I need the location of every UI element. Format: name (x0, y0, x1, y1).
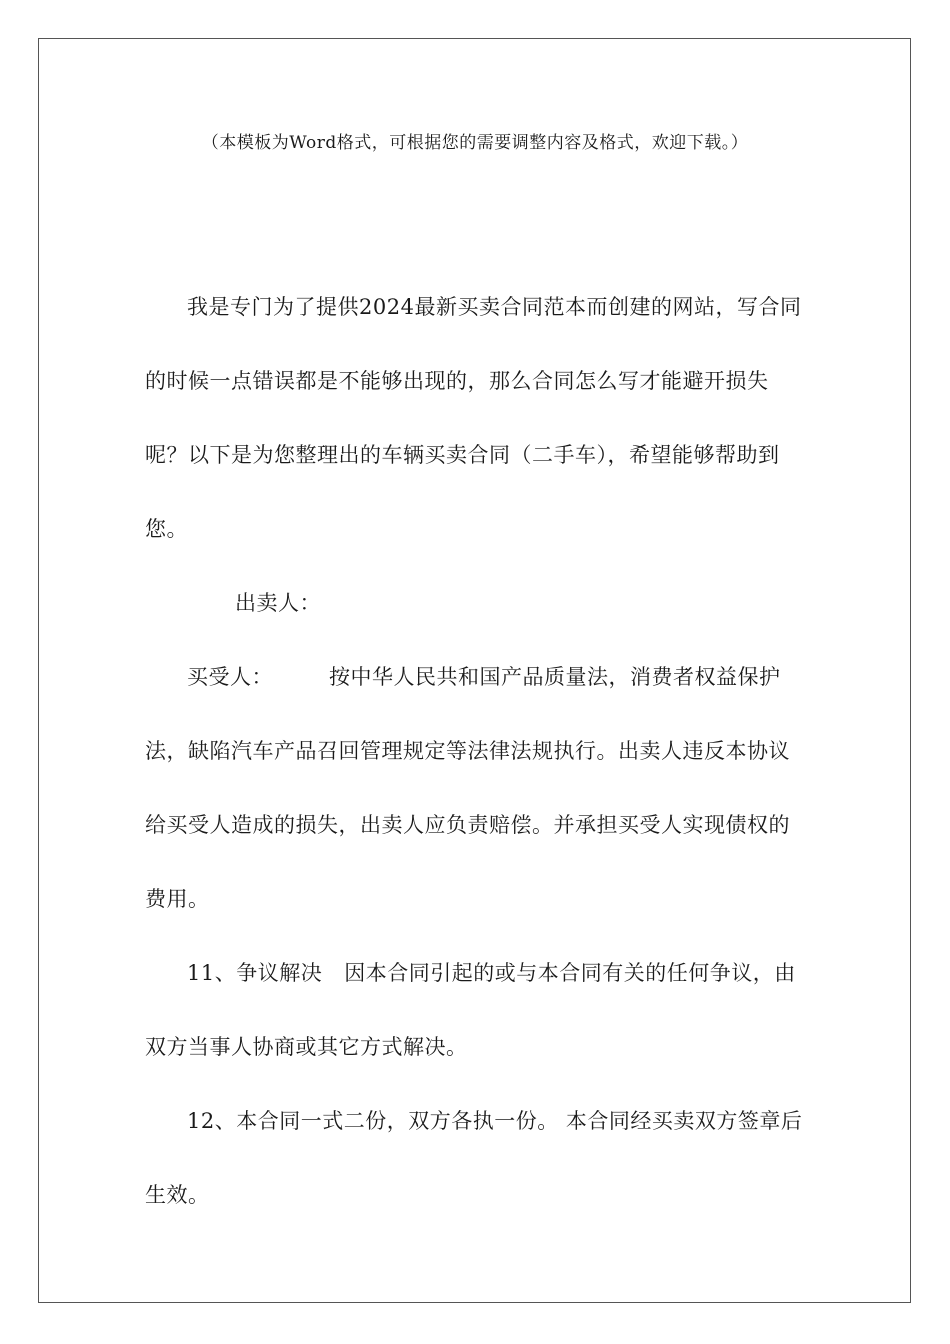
clause-11-title: 11、争议解决 (187, 961, 323, 985)
buyer-label: 买受人： (187, 665, 273, 689)
liability-clause: 按中华人民共和国产品质量法，消费者权益保护法，缺陷汽车产品召回管理规定等法律法规执行。出卖人违反本协议给买受人造成的损失，出卖人应负责赔偿。并承担买受人实现债权的费用。 (145, 665, 790, 911)
intro-paragraph: 我是专门为了提供2024最新买卖合同范本而创建的网站，写合同的时候一点错误都是不能够出现的，那么合同怎么写才能避开损失呢？以下是为您整理出的车辆买卖合同（二手车），希望能够帮助到您。 (145, 295, 802, 541)
liability-paragraph (145, 640, 810, 936)
contract-body (145, 270, 810, 1232)
template-note: （本模板为Word格式，可根据您的需要调整内容及格式，欢迎下载。） (201, 133, 749, 153)
clause-12 (145, 1084, 810, 1232)
seller-line (145, 566, 810, 640)
seller-label: 出卖人： (235, 591, 321, 615)
clause-12-part2: 本合同经买卖双方签章后生效。 (145, 1109, 803, 1207)
clause-11 (145, 936, 810, 1084)
clause-11-body: 因本合同引起的或与本合同有关的任何争议，由双方当事人协商或其它方式解决。 (145, 961, 796, 1059)
clause-12-part1: 12、本合同一式二份，双方各执一份。 (187, 1109, 559, 1133)
